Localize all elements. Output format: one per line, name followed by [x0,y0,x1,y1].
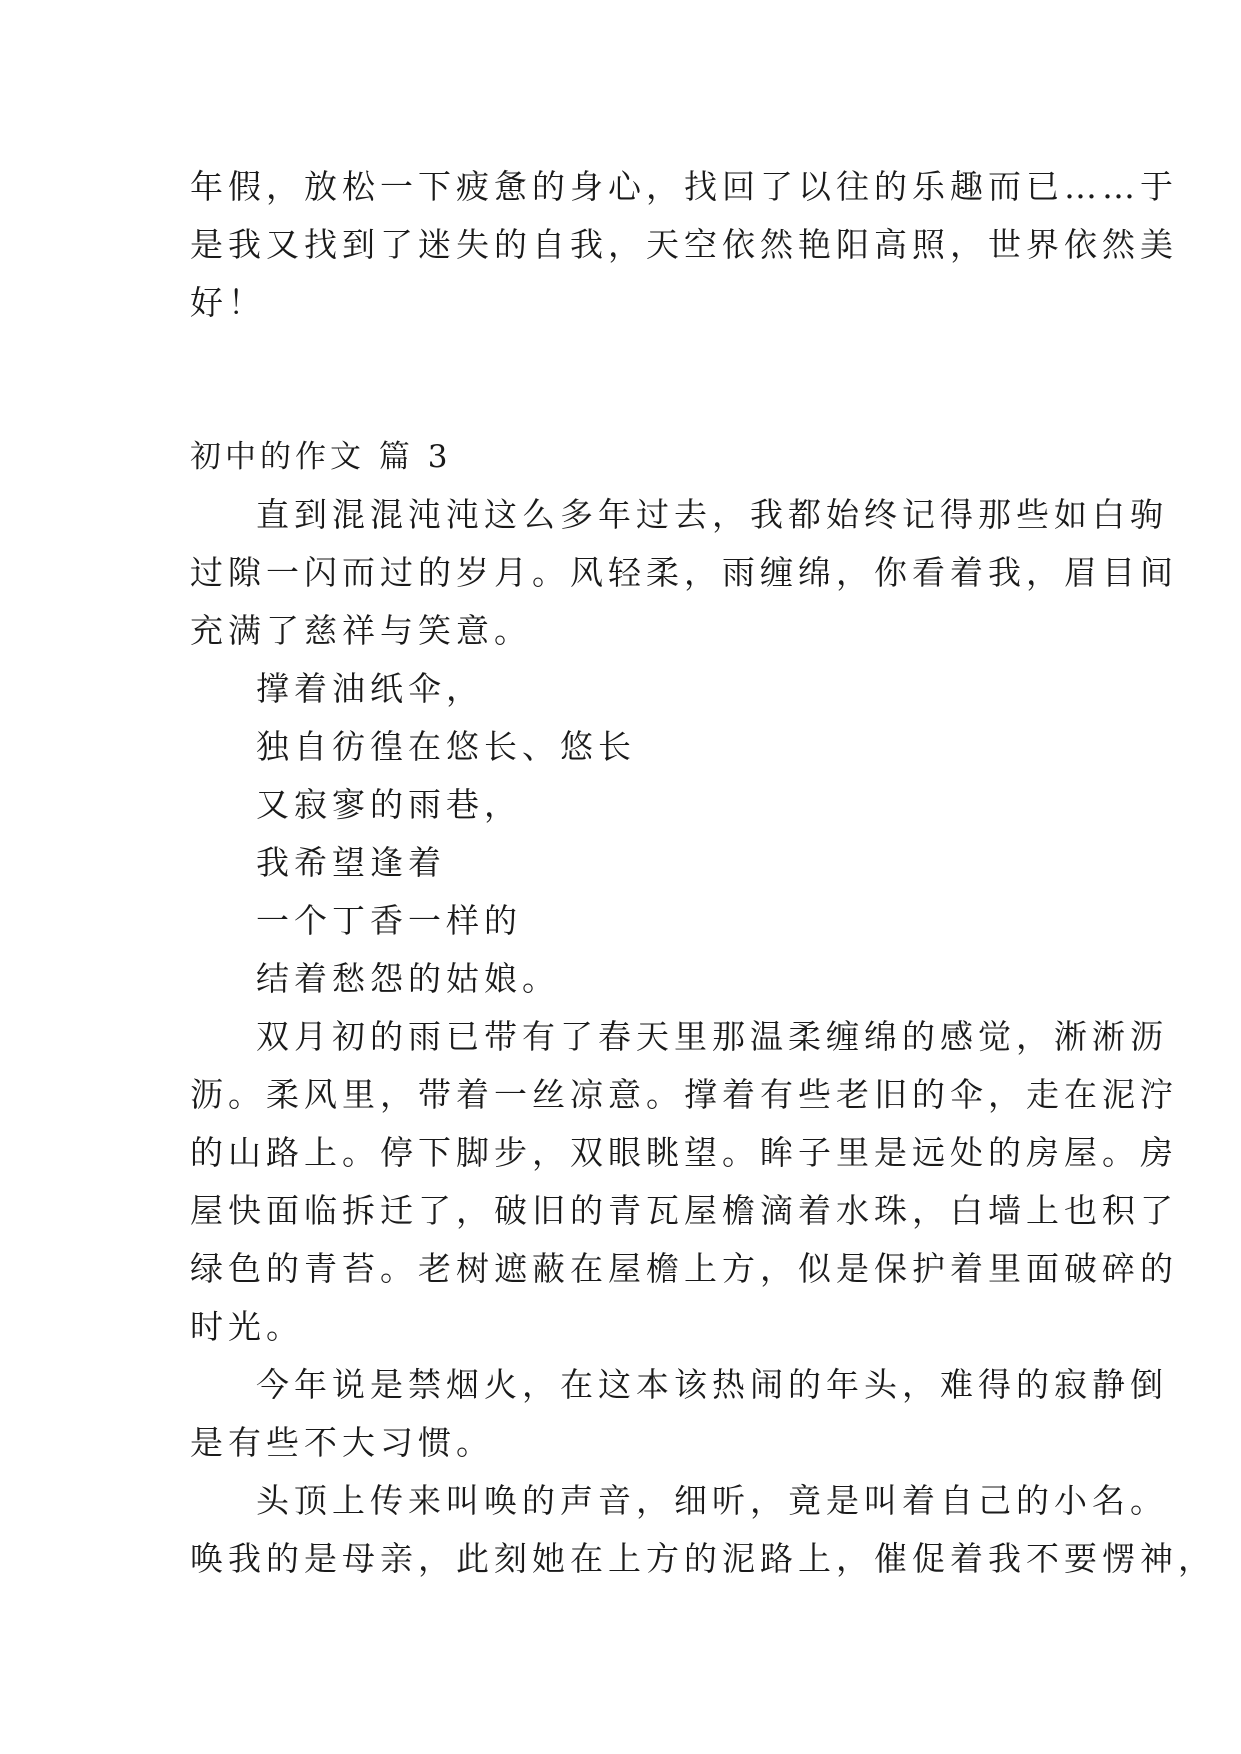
poem-line: 撑着油纸伞， [256,669,484,708]
text-line: 双月初的雨已带有了春天里那温柔缠绵的感觉，淅淅沥 [256,1017,1168,1056]
poem-line: 我希望逢着 [256,843,446,882]
poem-line: 独自彷徨在悠长、悠长 [256,727,636,766]
text-line: 屋快面临拆迁了，破旧的青瓦屋檐滴着水珠，白墙上也积了 [190,1191,1178,1230]
text-line: 是有些不大习惯。 [190,1423,494,1462]
poem-line: 又寂寥的雨巷， [256,785,522,824]
poem-line: 结着愁怨的姑娘。 [256,959,560,998]
text-line: 唤我的是母亲，此刻她在上方的泥路上，催促着我不要愣神， [190,1539,1216,1578]
text-line: 时光。 [190,1307,304,1346]
text-line: 过隙一闪而过的岁月。风轻柔，雨缠绵，你看着我，眉目间 [190,553,1178,592]
text-line: 头顶上传来叫唤的声音，细听，竟是叫着自己的小名。 [256,1481,1168,1520]
poem-line: 一个丁香一样的 [256,901,522,940]
essay-heading: 初中的作文 篇 3 [190,439,452,475]
text-line: 充满了慈祥与笑意。 [190,611,532,650]
text-line: 沥。柔风里，带着一丝凉意。撑着有些老旧的伞，走在泥泞 [190,1075,1178,1114]
document-page [190,158,1216,1588]
text-line: 今年说是禁烟火，在这本该热闹的年头，难得的寂静倒 [256,1365,1168,1404]
text-line: 绿色的青苔。老树遮蔽在屋檐上方，似是保护着里面破碎的 [190,1249,1178,1288]
text-line: 的山路上。停下脚步，双眼眺望。眸子里是远处的房屋。房 [190,1133,1178,1172]
text-line: 年假，放松一下疲惫的身心，找回了以往的乐趣而已……于 [190,167,1178,206]
text-line: 好！ [190,283,266,322]
text-line: 是我又找到了迷失的自我，天空依然艳阳高照，世界依然美 [190,225,1178,264]
text-line: 直到混混沌沌这么多年过去，我都始终记得那些如白驹 [256,495,1168,534]
